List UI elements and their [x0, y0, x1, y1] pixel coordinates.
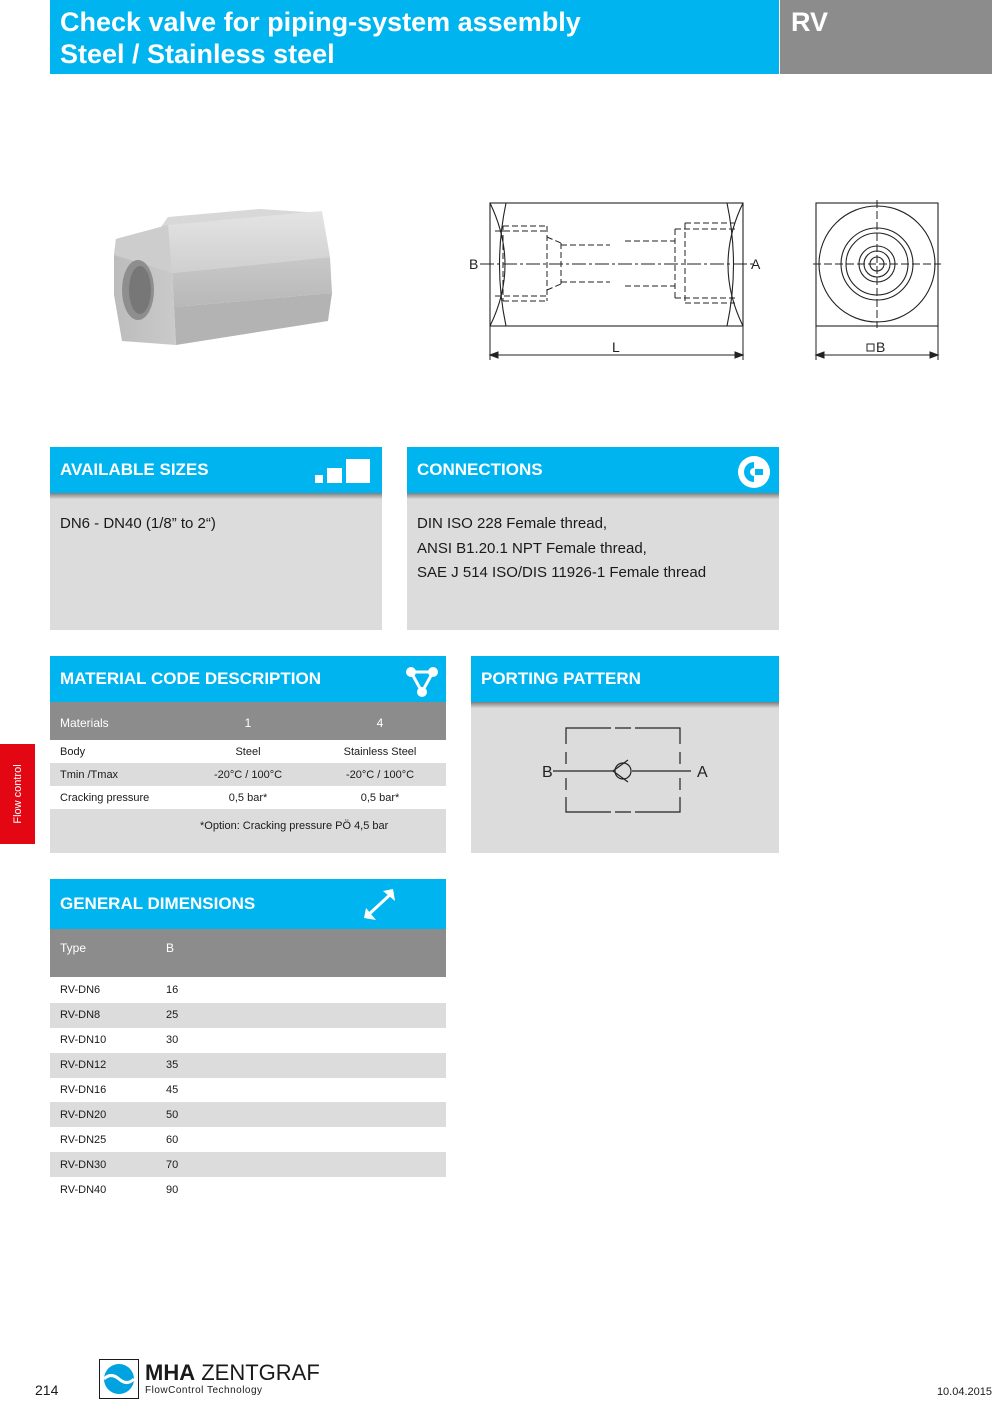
- b-cell: 70: [166, 1158, 179, 1171]
- material-code-4-header: 4: [376, 716, 384, 730]
- table-row: [50, 1152, 446, 1177]
- porting-schematic: [531, 722, 721, 832]
- cell: 0,5 bar*: [228, 791, 268, 804]
- table-row: [50, 786, 446, 809]
- sizes-icon: [314, 457, 372, 485]
- material-note: *Option: Cracking pressure PÖ 4,5 bar: [200, 820, 389, 832]
- connections-section: [407, 447, 779, 630]
- drawing-label-square-b: B: [876, 339, 886, 355]
- brand-name-bold: MHA: [145, 1360, 196, 1385]
- b-cell: 90: [166, 1183, 179, 1196]
- material-code-1-header: 1: [244, 716, 252, 730]
- cell: 0,5 bar*: [360, 791, 400, 804]
- cell: -20°C / 100°C: [345, 768, 415, 781]
- brand-name-rest: ZENTGRAF: [201, 1360, 320, 1385]
- page-number: 214: [35, 1382, 59, 1398]
- product-image: [100, 195, 360, 365]
- connection-line: DIN ISO 228 Female thread,: [417, 515, 608, 532]
- type-cell: RV-DN10: [60, 1034, 107, 1047]
- material-icon: [404, 664, 440, 698]
- cell: -20°C / 100°C: [213, 768, 283, 781]
- dimensions-icon: [362, 887, 398, 921]
- type-cell: RV-DN30: [60, 1158, 107, 1171]
- b-cell: 35: [166, 1059, 179, 1072]
- porting-body: [471, 708, 779, 853]
- connection-icon: [737, 455, 771, 489]
- porting-header: [471, 656, 779, 702]
- brand-tagline: FlowControl Technology: [145, 1385, 263, 1396]
- material-header: [50, 656, 446, 702]
- row-label: Tmin /Tmax: [60, 768, 119, 781]
- section-side-tab: [0, 744, 35, 844]
- brand-name: [145, 1361, 320, 1385]
- b-cell: 45: [166, 1084, 179, 1096]
- row-label: Body: [60, 745, 86, 758]
- drawing-label-l: L: [612, 339, 620, 355]
- type-cell: RV-DN20: [60, 1108, 107, 1121]
- product-code: RV: [791, 7, 829, 37]
- type-column-header: Type: [60, 941, 87, 955]
- material-title: MATERIAL CODE DESCRIPTION: [60, 669, 321, 688]
- cell: Steel: [235, 745, 261, 758]
- type-cell: RV-DN25: [60, 1133, 107, 1146]
- connections-text: [417, 512, 706, 586]
- table-row: [50, 763, 446, 786]
- drawing-label-b: B: [469, 256, 479, 272]
- type-cell: RV-DN8: [60, 1009, 101, 1022]
- type-cell: RV-DN12: [60, 1059, 107, 1072]
- b-cell: 16: [166, 984, 179, 997]
- table-row: [50, 1177, 446, 1202]
- side-view-drawing: [465, 195, 765, 370]
- porting-title: PORTING PATTERN: [481, 669, 641, 688]
- cell: Stainless Steel: [343, 745, 417, 758]
- table-row: [50, 1003, 446, 1028]
- connection-line: ANSI B1.20.1 NPT Female thread,: [417, 539, 647, 557]
- end-view-drawing: [805, 195, 950, 370]
- material-section: [50, 656, 446, 853]
- type-cell: RV-DN16: [60, 1084, 107, 1096]
- table-row: [50, 1028, 446, 1053]
- b-cell: 30: [166, 1034, 179, 1047]
- publish-date: 10.04.2015: [936, 1386, 992, 1398]
- b-column-header: B: [166, 941, 175, 955]
- available-sizes-section: [50, 447, 382, 630]
- available-sizes-body: [50, 499, 382, 630]
- type-cell: RV-DN40: [60, 1183, 107, 1196]
- available-sizes-title: AVAILABLE SIZES: [60, 460, 209, 479]
- side-tab-label: Flow control: [11, 764, 24, 824]
- page-title: [60, 6, 581, 70]
- table-row: [50, 1102, 446, 1127]
- porting-label-a: A: [697, 764, 708, 781]
- row-label: Cracking pressure: [60, 791, 150, 804]
- brand-logo: [99, 1359, 339, 1401]
- porting-label-b: B: [542, 764, 553, 781]
- type-cell: RV-DN6: [60, 984, 101, 997]
- drawing-label-a: A: [751, 256, 761, 272]
- porting-section: [471, 656, 779, 853]
- dimensions-table-body: [50, 978, 446, 1202]
- title-line-1: Check valve for piping-system assembly: [60, 7, 581, 37]
- b-cell: 25: [166, 1009, 179, 1022]
- connections-title: CONNECTIONS: [417, 460, 543, 479]
- connections-header: [407, 447, 779, 493]
- table-row: [50, 1053, 446, 1078]
- b-cell: 60: [166, 1133, 179, 1146]
- dimensions-title: GENERAL DIMENSIONS: [60, 894, 256, 913]
- table-row: [50, 1078, 446, 1103]
- brand-logo-icon: [99, 1359, 139, 1399]
- material-table-header: [50, 702, 446, 740]
- connections-body: [407, 499, 779, 630]
- square-symbol-icon: [867, 344, 874, 351]
- b-cell: 50: [166, 1108, 179, 1121]
- available-sizes-text: DN6 - DN40 (1/8” to 2“): [60, 515, 216, 532]
- table-row: [50, 978, 446, 1003]
- table-row: [50, 740, 446, 763]
- table-row: [50, 1127, 446, 1152]
- title-line-2: Steel / Stainless steel: [60, 39, 335, 69]
- dimensions-table-header: [50, 929, 446, 977]
- connection-line: SAE J 514 ISO/DIS 11926-1 Female thread: [417, 564, 707, 581]
- dimensions-section: [50, 879, 446, 1202]
- materials-column-header: Materials: [60, 716, 109, 730]
